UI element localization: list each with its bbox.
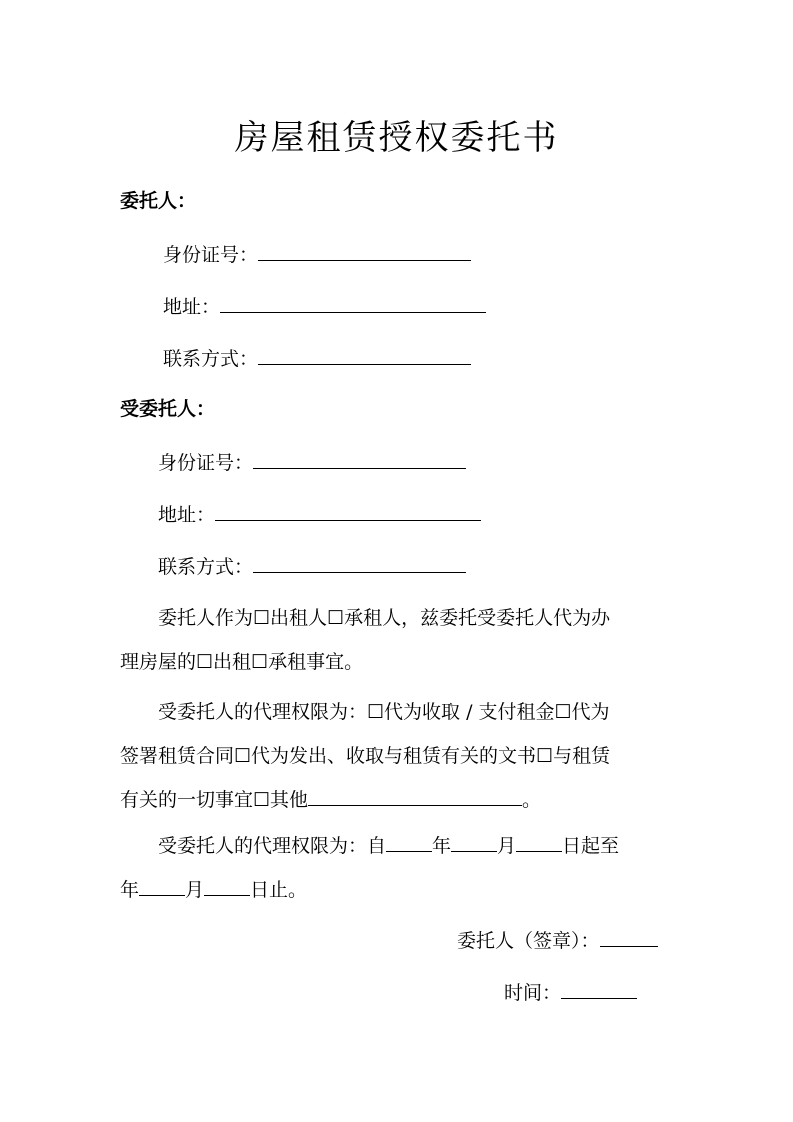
date-field [504, 978, 637, 1006]
paragraph-period [120, 824, 680, 912]
start-month-blank[interactable] [451, 831, 497, 852]
principal-contact-blank[interactable] [258, 344, 471, 365]
agent-address-label: 地址： [158, 504, 216, 526]
principal-address-field [163, 292, 486, 320]
agent-id-label: 身份证号： [158, 452, 254, 474]
other-matters-blank[interactable] [308, 785, 522, 806]
paragraph-authority-line-3-end: 。 [522, 789, 542, 811]
paragraph-role [120, 596, 680, 684]
start-day-blank[interactable] [516, 831, 562, 852]
paragraph-period-line-1 [120, 824, 680, 868]
principal-id-field [163, 240, 471, 268]
agent-contact-label: 联系方式： [158, 556, 254, 578]
agent-contact-field [158, 552, 466, 580]
agent-address-blank[interactable] [215, 500, 481, 521]
agent-id-blank[interactable] [253, 448, 466, 469]
agent-contact-blank[interactable] [253, 552, 466, 573]
start-year-label: 年 [432, 835, 452, 857]
principal-address-label: 地址： [163, 296, 221, 318]
principal-address-blank[interactable] [220, 292, 486, 313]
principal-id-blank[interactable] [258, 240, 471, 261]
agent-heading: 受委托人： [120, 398, 216, 420]
end-month-blank[interactable] [139, 875, 185, 896]
signer-field [457, 926, 658, 954]
signer-label: 委托人（签章）： [457, 930, 600, 952]
end-month-label: 月 [185, 879, 205, 901]
agent-address-field [158, 500, 481, 528]
end-day-label: 日止。 [250, 879, 308, 901]
principal-heading: 委托人： [120, 190, 197, 212]
paragraph-role-line-1: 委托人作为☐出租人☐承租人，兹委托受委托人代为办 [158, 607, 611, 629]
date-label: 时间： [504, 982, 562, 1004]
agent-id-field [158, 448, 466, 476]
signer-blank[interactable] [600, 926, 658, 947]
paragraph-authority-line-1: 受委托人的代理权限为：☐代为收取 / 支付租金☐代为 [158, 701, 610, 723]
end-day-blank[interactable] [204, 875, 250, 896]
start-month-label: 月 [497, 835, 517, 857]
paragraph-role-line-2: 理房屋的☐出租☐承租事宜。 [120, 651, 364, 673]
start-year-blank[interactable] [386, 831, 432, 852]
document-title: 房屋租赁授权委托书 [234, 118, 559, 158]
date-blank[interactable] [561, 978, 637, 999]
start-day-label: 日起至 [562, 835, 620, 857]
paragraph-authority-line-2: 签署租赁合同☐代为发出、收取与租赁有关的文书☐与租赁 [120, 745, 611, 767]
principal-contact-field [163, 344, 471, 372]
principal-contact-label: 联系方式： [163, 348, 259, 370]
end-year-label: 年 [120, 879, 140, 901]
period-prefix: 受委托人的代理权限为：自 [158, 835, 387, 857]
paragraph-authority-line-3 [120, 778, 680, 822]
principal-id-label: 身份证号： [163, 244, 259, 266]
paragraph-authority-line-3-text: 有关的一切事宜☐其他 [120, 789, 309, 811]
paragraph-period-line-2 [120, 868, 680, 912]
paragraph-authority [120, 690, 680, 822]
